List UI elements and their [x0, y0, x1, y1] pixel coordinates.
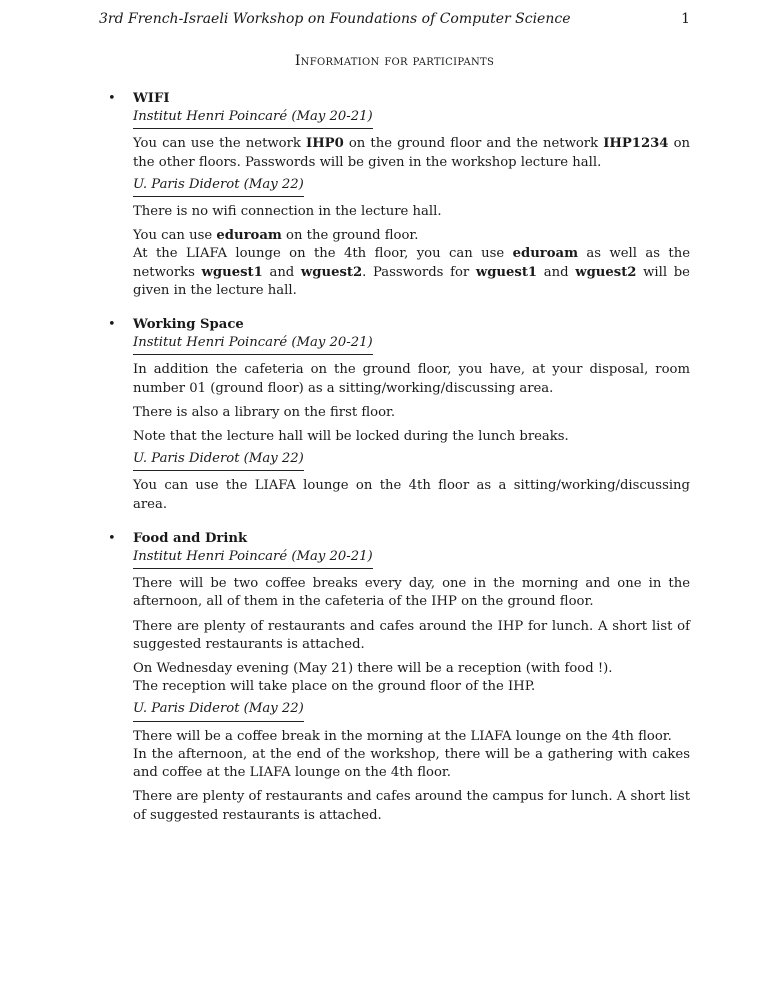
section-title: Food and Drink	[133, 530, 248, 546]
section-title: WIFI	[133, 91, 170, 106]
bullet-icon: •	[108, 91, 116, 106]
paragraph: There are plenty of restaurants and cafes around the campus for lunch. A short list of suggested restaurants is attached.	[133, 789, 690, 823]
section-item	[108, 530, 690, 825]
paragraph: You can use eduroam on the ground floor. At the LIAFA lounge on the 4th floor, you can use eduroam as well as the networks wguest1 and wguest2. Passwords for wguest1 and wguest2 will be given in the lecture hall.	[133, 228, 690, 298]
paragraph: You can use the LIAFA lounge on the 4th floor as a sitting/working/discussing area.	[133, 478, 690, 512]
bold-term: wguest1	[201, 264, 263, 280]
bold-term: eduroam	[512, 246, 579, 262]
paragraph: You can use the network IHP0 on the ground floor and the network IHP1234 on the other floors. Passwords will be given in the workshop lecture hall.	[133, 136, 691, 170]
section-item	[108, 90, 690, 300]
bold-term: IHP0	[306, 136, 344, 152]
venue-block	[133, 450, 690, 514]
paragraph: Note that the lecture hall will be locked during the lunch breaks.	[133, 429, 569, 445]
running-title: 3rd French-Israeli Workshop on Foundations of Computer Science	[99, 11, 571, 27]
section-item	[108, 316, 690, 514]
section-title: Working Space	[133, 317, 244, 333]
bold-term: eduroam	[216, 228, 282, 244]
paragraph: There is no wifi connection in the lecture hall.	[133, 204, 442, 220]
paragraph: In addition the cafeteria on the ground floor, you have, at your disposal, room number 01 (ground floor) as a sitting/working/discussing area.	[133, 362, 690, 396]
page-number: 1	[681, 11, 690, 27]
venue-heading: Institut Henri Poincaré (May 20-21)	[133, 548, 373, 569]
venue-block	[133, 548, 690, 696]
document-body	[108, 90, 690, 841]
venue-block	[133, 334, 690, 446]
venue-block	[133, 700, 690, 824]
bold-term: wguest2	[575, 264, 637, 280]
venue-heading: Institut Henri Poincaré (May 20-21)	[133, 108, 373, 129]
venue-heading: U. Paris Diderot (May 22)	[133, 700, 304, 721]
venue-block	[133, 108, 690, 172]
venue-block	[133, 176, 690, 300]
paragraph: There will be two coffee breaks every day, one in the morning and one in the afternoon, all of them in the cafeteria of the IHP on the ground floor.	[133, 576, 690, 610]
bullet-icon: •	[108, 530, 116, 546]
bold-term: IHP1234	[603, 136, 669, 152]
bullet-icon: •	[108, 317, 116, 333]
paragraph: There will be a coffee break in the morning at the LIAFA lounge on the 4th floor. In the afternoon, at the end of the workshop, there will be a gathering with cakes and coffee at the LIAFA lounge on the 4th floor.	[133, 728, 690, 781]
running-header	[99, 11, 690, 27]
venue-heading: Institut Henri Poincaré (May 20-21)	[133, 334, 373, 355]
venue-heading: U. Paris Diderot (May 22)	[133, 450, 304, 471]
bold-term: wguest2	[300, 264, 363, 280]
bold-term: wguest1	[475, 264, 538, 280]
page-title: Information for participants	[294, 53, 495, 69]
paragraph: There is also a library on the first floor.	[133, 404, 396, 420]
paragraph: There are plenty of restaurants and cafes around the IHP for lunch. A short list of suggested restaurants is attached.	[133, 618, 690, 652]
paragraph: On Wednesday evening (May 21) there will be a reception (with food !). The reception will take place on the ground floor of the IHP.	[133, 661, 613, 695]
venue-heading: U. Paris Diderot (May 22)	[133, 176, 304, 197]
